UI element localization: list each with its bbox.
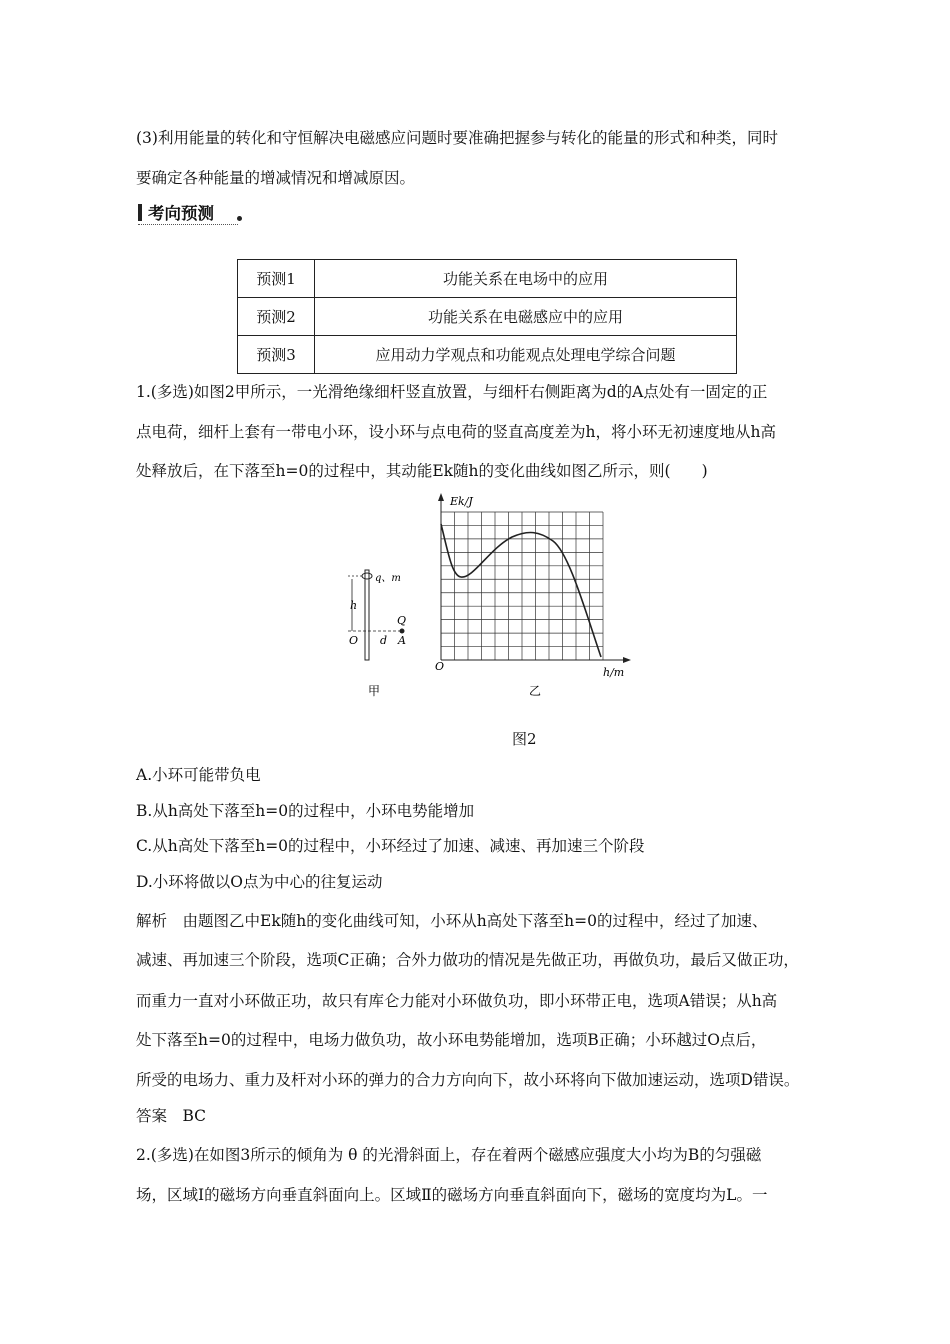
q1-line-1: 1.(多选)如图2甲所示，一光滑绝缘细杆竖直放置，与细杆右侧距离为d的A点处有一固定的正 (136, 383, 768, 401)
q1-line-3: 处释放后，在下落至h=0的过程中，其动能Ek随h的变化曲线如图乙所示，则( ) (136, 462, 708, 480)
analysis-line-5: 所受的电场力、重力及杆对小环的弹力的合力方向向下，故小环将向下做加速运动，选项D错误。 (136, 1071, 800, 1089)
table-cell-label: 预测1 (238, 260, 315, 298)
option-b: B.从h高处下落至h=0的过程中，小环电势能增加 (136, 802, 475, 820)
table-row (238, 298, 737, 336)
origin-label: O (435, 660, 445, 673)
y-axis-label: Ek/J (450, 495, 473, 508)
table-row (238, 260, 737, 298)
caption-yi: 乙 (529, 684, 542, 698)
option-c: C.从h高处下落至h=0的过程中，小环经过了加速、减速、再加速三个阶段 (136, 837, 645, 855)
table-cell-topic: 功能关系在电场中的应用 (315, 260, 737, 298)
x-axis-label: h/m (603, 666, 625, 679)
caption-jia: 甲 (368, 684, 381, 698)
table-row (238, 336, 737, 374)
answer: 答案 BC (136, 1107, 207, 1125)
point-charge-Q (400, 629, 405, 634)
option-d: D.小环将做以O点为中心的往复运动 (136, 873, 383, 891)
prediction-table (237, 259, 737, 374)
analysis-line-2: 减速、再加速三个阶段，选项C正确；合外力做功的情况是先做正功，再做负功，最后又做正功， (136, 951, 799, 969)
intro-line-1: (3)利用能量的转化和守恒解决电磁感应问题时要准确把握参与转化的能量的形式和种类，同时 (136, 129, 778, 147)
table-cell-label: 预测3 (238, 336, 315, 374)
label-d: d (380, 634, 388, 647)
y-axis-arrow (438, 493, 444, 501)
figure-yi (435, 493, 631, 698)
option-a: A.小环可能带负电 (136, 766, 261, 784)
label-O: O (349, 634, 359, 647)
q1-line-2: 点电荷，细杆上套有一带电小环，设小环与点电荷的竖直高度差为h，将小环无初速度地从h高 (136, 423, 776, 441)
label-qm: q、m (375, 573, 401, 584)
analysis-line-1: 解析 由题图乙中Ek随h的变化曲线可知，小环从h高处下落至h=0的过程中，经过了加速、 (136, 912, 768, 930)
intro-line-2: 要确定各种能量的增减情况和增减原因。 (136, 169, 416, 187)
section-title: 考向预测 (138, 200, 214, 224)
table-cell-label: 预测2 (238, 298, 315, 336)
label-A: A (398, 634, 406, 647)
section-dot (237, 216, 242, 221)
section-bar (138, 204, 142, 221)
label-h: h (350, 599, 358, 612)
figure-caption: 图2 (512, 730, 537, 748)
x-axis-arrow (623, 657, 631, 663)
label-Q: Q (397, 614, 407, 627)
analysis-line-3: 而重力一直对小环做正功，故只有库仑力能对小环做负功，即小环带正电，选项A错误；从h高 (136, 992, 778, 1010)
figure-jia (348, 570, 406, 698)
figure-2 (340, 490, 660, 705)
q2-line-2: 场，区域Ⅰ的磁场方向垂直斜面向上。区域Ⅱ的磁场方向垂直斜面向下，磁场的宽度均为L。一 (136, 1186, 768, 1204)
ek-curve (441, 524, 601, 657)
table-cell-topic: 功能关系在电磁感应中的应用 (315, 298, 737, 336)
analysis-line-4: 处下落至h=0的过程中，电场力做负功，故小环电势能增加，选项B正确；小环越过O点后， (136, 1031, 767, 1049)
rod (365, 570, 369, 660)
table-cell-topic: 应用动力学观点和功能观点处理电学综合问题 (315, 336, 737, 374)
q2-line-1: 2.(多选)在如图3所示的倾角为 θ 的光滑斜面上，存在着两个磁感应强度大小均为B的匀强磁 (136, 1146, 762, 1164)
section-underline (138, 224, 238, 225)
